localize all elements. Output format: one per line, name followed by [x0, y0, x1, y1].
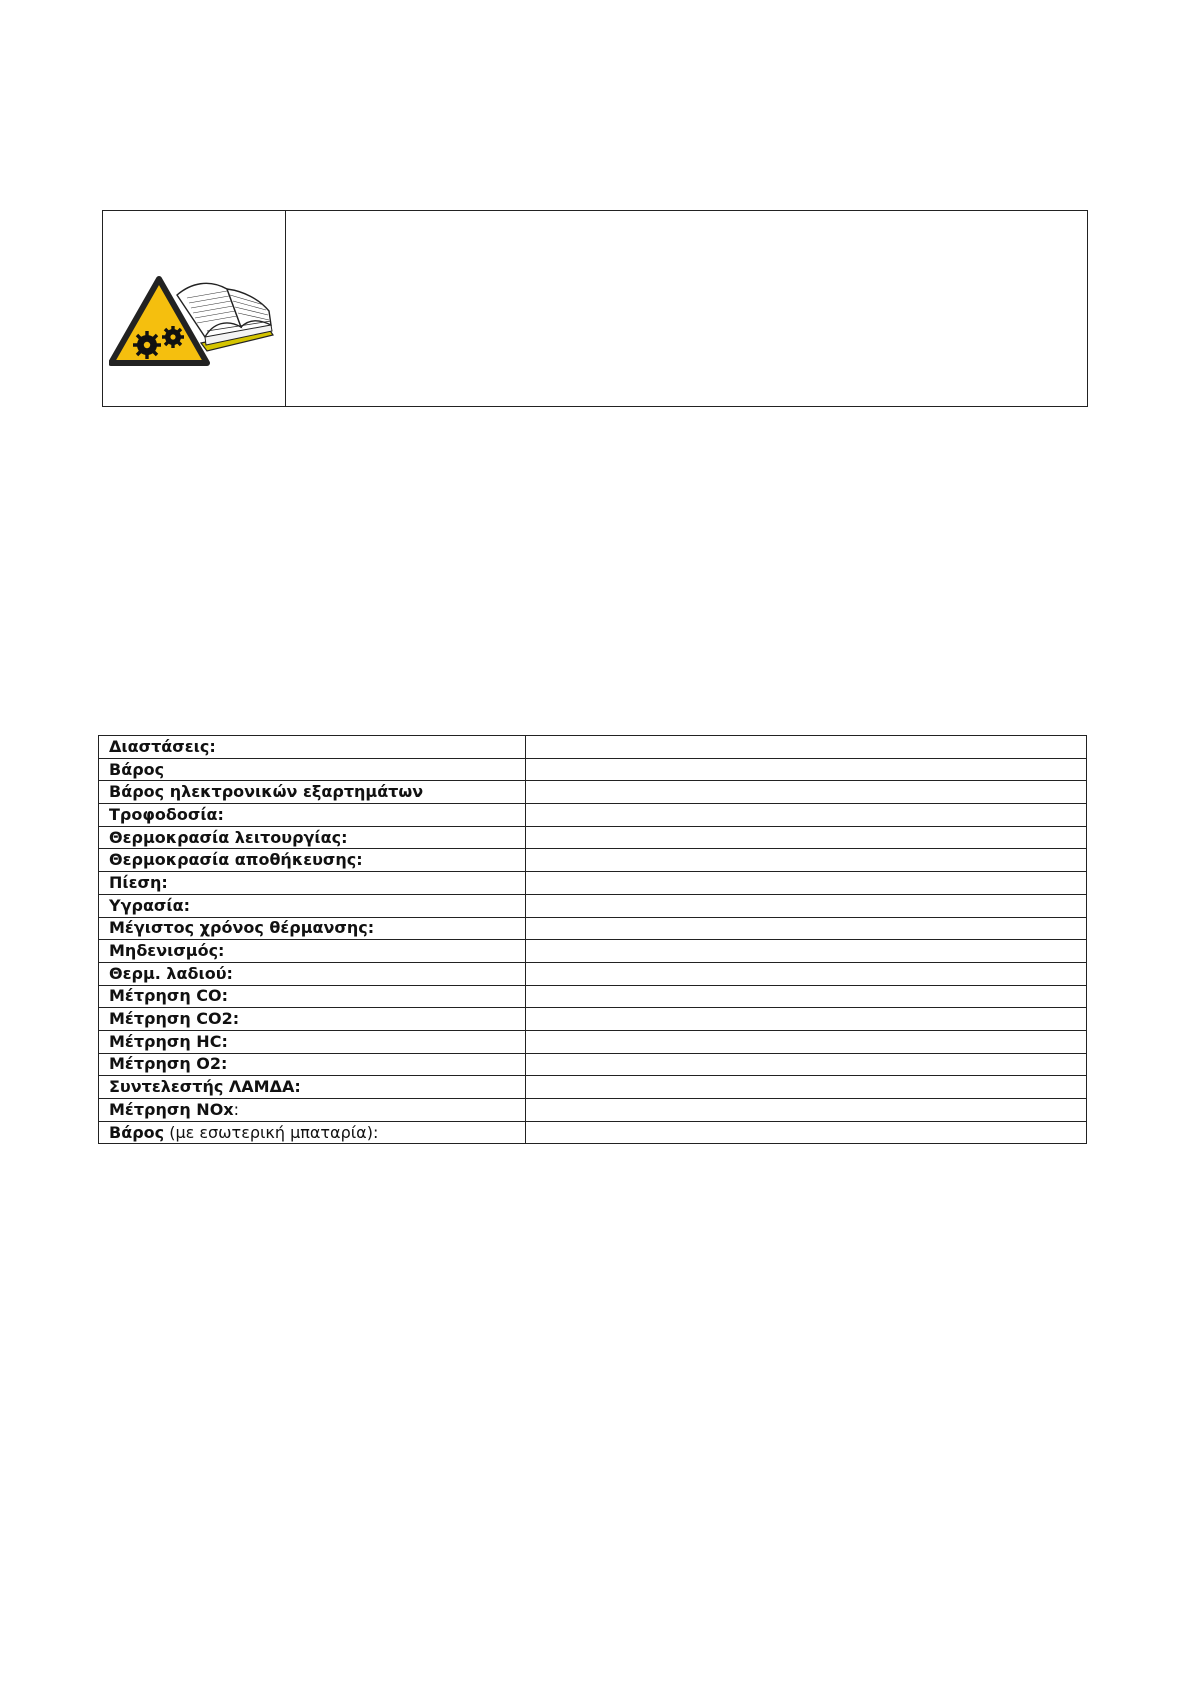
spec-label-cell: [99, 826, 526, 849]
spec-label: Διαστάσεις:: [109, 736, 216, 756]
spec-label-cell: [99, 758, 526, 781]
spec-label-cell: [99, 1030, 526, 1053]
spec-value-cell: [526, 872, 1087, 895]
table-row: [99, 736, 1087, 759]
table-row: [99, 826, 1087, 849]
spec-label: Μέτρηση O2:: [109, 1054, 228, 1074]
spec-value-cell: [526, 826, 1087, 849]
spec-label: Βάρος: [109, 759, 165, 779]
spec-label-suffix: :: [233, 1099, 240, 1119]
spec-value-cell: [526, 894, 1087, 917]
spec-value-cell: [526, 962, 1087, 985]
table-row: [99, 985, 1087, 1008]
spec-label-cell: [99, 1121, 526, 1144]
gears-warning-and-manual-icon: [109, 271, 279, 371]
spec-label-cell: [99, 1053, 526, 1076]
spec-value-cell: [526, 1099, 1087, 1122]
spec-label: Θερμοκρασία αποθήκευσης:: [109, 850, 363, 870]
spec-value-cell: [526, 804, 1087, 827]
spec-label: Υγρασία:: [109, 895, 191, 915]
spec-label: Συντελεστής ΛΑΜΔΑ:: [109, 1077, 301, 1097]
warning-box: [102, 210, 1088, 407]
spec-value-cell: [526, 1121, 1087, 1144]
spec-label: Μέτρηση CO2:: [109, 1009, 240, 1029]
spec-label: Βάρος ηλεκτρονικών εξαρτημάτων: [109, 782, 424, 802]
spec-label: Βάρος: [109, 1122, 165, 1142]
table-row: [99, 758, 1087, 781]
warning-icon-cell: [103, 211, 286, 406]
spec-label-cell: [99, 781, 526, 804]
spec-label-cell: [99, 917, 526, 940]
spec-label: Μέτρηση CO:: [109, 986, 229, 1006]
specifications-table: [98, 735, 1087, 1144]
table-row: [99, 1121, 1087, 1144]
table-row: [99, 1076, 1087, 1099]
spec-label: Μέγιστος χρόνος θέρμανσης:: [109, 918, 375, 938]
spec-value-cell: [526, 781, 1087, 804]
spec-value-cell: [526, 849, 1087, 872]
spec-label-cell: [99, 985, 526, 1008]
spec-label-cell: [99, 1099, 526, 1122]
spec-value-cell: [526, 917, 1087, 940]
table-row: [99, 917, 1087, 940]
spec-value-cell: [526, 758, 1087, 781]
spec-label-cell: [99, 849, 526, 872]
spec-label: Θερμοκρασία λειτουργίας:: [109, 827, 348, 847]
spec-label-cell: [99, 894, 526, 917]
spec-label-cell: [99, 1076, 526, 1099]
spec-label-cell: [99, 804, 526, 827]
spec-label: Μέτρηση NOx: [109, 1099, 234, 1119]
spec-value-cell: [526, 1076, 1087, 1099]
spec-label: Μέτρηση HC:: [109, 1031, 228, 1051]
table-row: [99, 962, 1087, 985]
warning-text-cell: [286, 211, 1087, 406]
spec-value-cell: [526, 1008, 1087, 1031]
table-row: [99, 894, 1087, 917]
table-row: [99, 940, 1087, 963]
spec-value-cell: [526, 940, 1087, 963]
table-row: [99, 1053, 1087, 1076]
spec-label-cell: [99, 1008, 526, 1031]
spec-label-cell: [99, 962, 526, 985]
spec-label-suffix: (με εσωτερική μπαταρία):: [164, 1122, 379, 1142]
spec-label: Τροφοδοσία:: [109, 804, 224, 824]
table-row: [99, 1099, 1087, 1122]
spec-value-cell: [526, 1030, 1087, 1053]
table-row: [99, 1030, 1087, 1053]
spec-label: Θερμ. λαδιού:: [109, 963, 233, 983]
spec-label-cell: [99, 872, 526, 895]
table-row: [99, 781, 1087, 804]
spec-label: Πίεση:: [109, 872, 168, 892]
table-row: [99, 804, 1087, 827]
spec-label-cell: [99, 940, 526, 963]
table-row: [99, 872, 1087, 895]
table-row: [99, 849, 1087, 872]
spec-value-cell: [526, 985, 1087, 1008]
spec-value-cell: [526, 736, 1087, 759]
spec-label-cell: [99, 736, 526, 759]
spec-label: Μηδενισμός:: [109, 941, 225, 961]
spec-value-cell: [526, 1053, 1087, 1076]
table-row: [99, 1008, 1087, 1031]
